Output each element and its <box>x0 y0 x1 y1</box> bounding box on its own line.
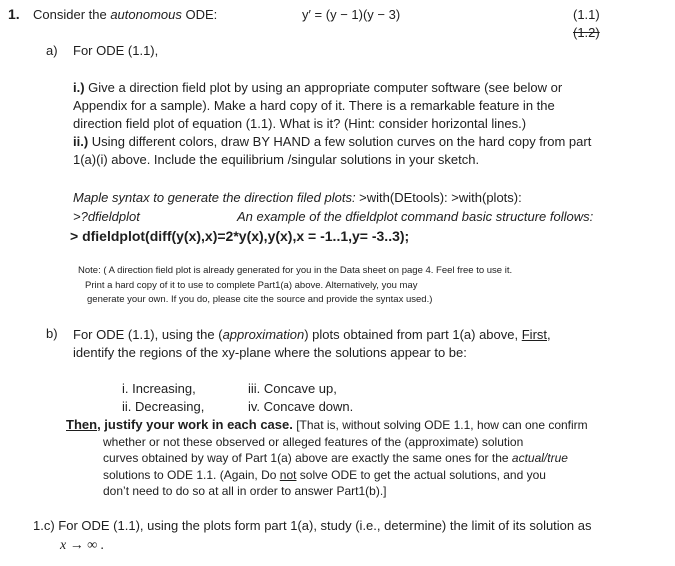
part-b-line2: identify the regions of the xy-plane where the solutions appear to be: <box>73 345 467 360</box>
justify-actual: actual/true <box>511 451 568 465</box>
item-concave-down: iv. Concave down. <box>248 399 354 414</box>
part-b-line1a: For ODE (1.1), using the ( <box>73 327 223 342</box>
part-a-label: a) <box>46 43 58 58</box>
part-b-label: b) <box>46 326 58 341</box>
note-line3: generate your own. If you do, please cite the source and provide the syntax used.) <box>87 294 433 305</box>
part-a-i-line2: Appendix for a sample). Make a hard copy of it. There is a remarkable feature in the <box>73 98 555 113</box>
maple-line1-text: Maple syntax to generate the direction filed plots: <box>73 190 356 205</box>
justify-line4 <box>66 467 588 484</box>
equation-label-struck: (1.2) <box>573 25 600 40</box>
equation-label: (1.1) <box>573 7 600 22</box>
then-rest: , justify your work in each case. <box>97 417 293 432</box>
part-a-ii-line1 <box>73 133 591 151</box>
ode-equation: y′ = (y − 1)(y − 3) <box>302 7 401 22</box>
maple-line1-tail: >with(DEtools): >with(plots): <box>355 190 522 205</box>
justify-text4: solutions to ODE 1.1. (Again, Do <box>103 467 280 482</box>
part-a-i-line3: direction field plot of equation (1.1). What is it? (Hint: consider horizontal lines.) <box>73 116 527 131</box>
part-b-approx: approximation <box>222 327 305 342</box>
part-c-line1: 1.c) For ODE (1.1), using the plots form part 1(a), study (i.e., determine) the limit of its solution as <box>33 518 592 533</box>
item-concave-up: iii. Concave up, <box>248 381 337 396</box>
part-b-first: First <box>521 327 548 342</box>
note-line2: Print a hard copy of it to use to complete Part1(a) above. Alternatively, you may <box>85 279 418 291</box>
maple-command: > dfieldplot(diff(y(x),x)=2*y(x),y(x),x = -1..1,y= -3..3); <box>70 228 410 244</box>
part-c-limit: x → ∞ . <box>60 538 105 553</box>
note-block <box>78 264 512 308</box>
justify-not: not <box>279 467 297 482</box>
lead-italic: autonomous <box>110 7 182 22</box>
part-a-i <box>73 79 591 169</box>
item-decreasing: ii. Decreasing, <box>122 399 205 414</box>
justify-block <box>66 417 588 500</box>
maple-line1 <box>73 190 522 205</box>
question-number: 1. <box>8 6 20 22</box>
part-a-intro: For ODE (1.1), <box>73 43 159 58</box>
justify-text1: [That is, without solving ODE 1.1, how can one confirm <box>292 418 588 432</box>
justify-line3 <box>66 450 588 467</box>
part-b-line1 <box>73 326 551 344</box>
maple-help: >?dfieldplot <box>73 209 140 224</box>
part-b-comma: , <box>547 327 551 342</box>
part-b-intro <box>73 326 551 362</box>
then-word: Then <box>66 417 98 432</box>
part-b-line1b: ) plots obtained from part 1(a) above, <box>304 327 522 342</box>
lead-end: ODE: <box>181 7 218 22</box>
part-a-ii-marker: ii.) <box>73 134 89 149</box>
justify-text3a: curves obtained by way of Part 1(a) above are exactly the same ones for the <box>103 451 512 465</box>
part-a-ii-text1: Using different colors, draw BY HAND a few solution curves on the hard copy from part <box>88 134 592 149</box>
justify-text4b: solve ODE to get the actual solutions, and you <box>296 467 546 482</box>
maple-example-caption: An example of the dfieldplot command basic structure follows: <box>237 209 594 224</box>
justify-line5: don’t need to do so at all in order to answer Part1(b).] <box>103 484 387 498</box>
question-lead <box>33 7 217 22</box>
part-a-ii-line2: 1(a)(i) above. Include the equilibrium /singular solutions in your sketch. <box>73 152 480 167</box>
item-increasing: i. Increasing, <box>122 381 196 396</box>
note-line1: Note: ( A direction field plot is already generated for you in the Data sheet on page 4. Feel free to use it. <box>78 265 513 276</box>
part-a-i-marker: i.) <box>73 80 85 95</box>
lead-text: Consider the <box>33 7 111 22</box>
part-a-i-text1: Give a direction field plot by using an appropriate computer software (see below or <box>84 80 563 95</box>
justify-line2: whether or not these observed or alleged features of the (approximate) solution <box>103 434 524 449</box>
justify-line1 <box>66 417 588 434</box>
part-a-i-line1 <box>73 79 591 97</box>
